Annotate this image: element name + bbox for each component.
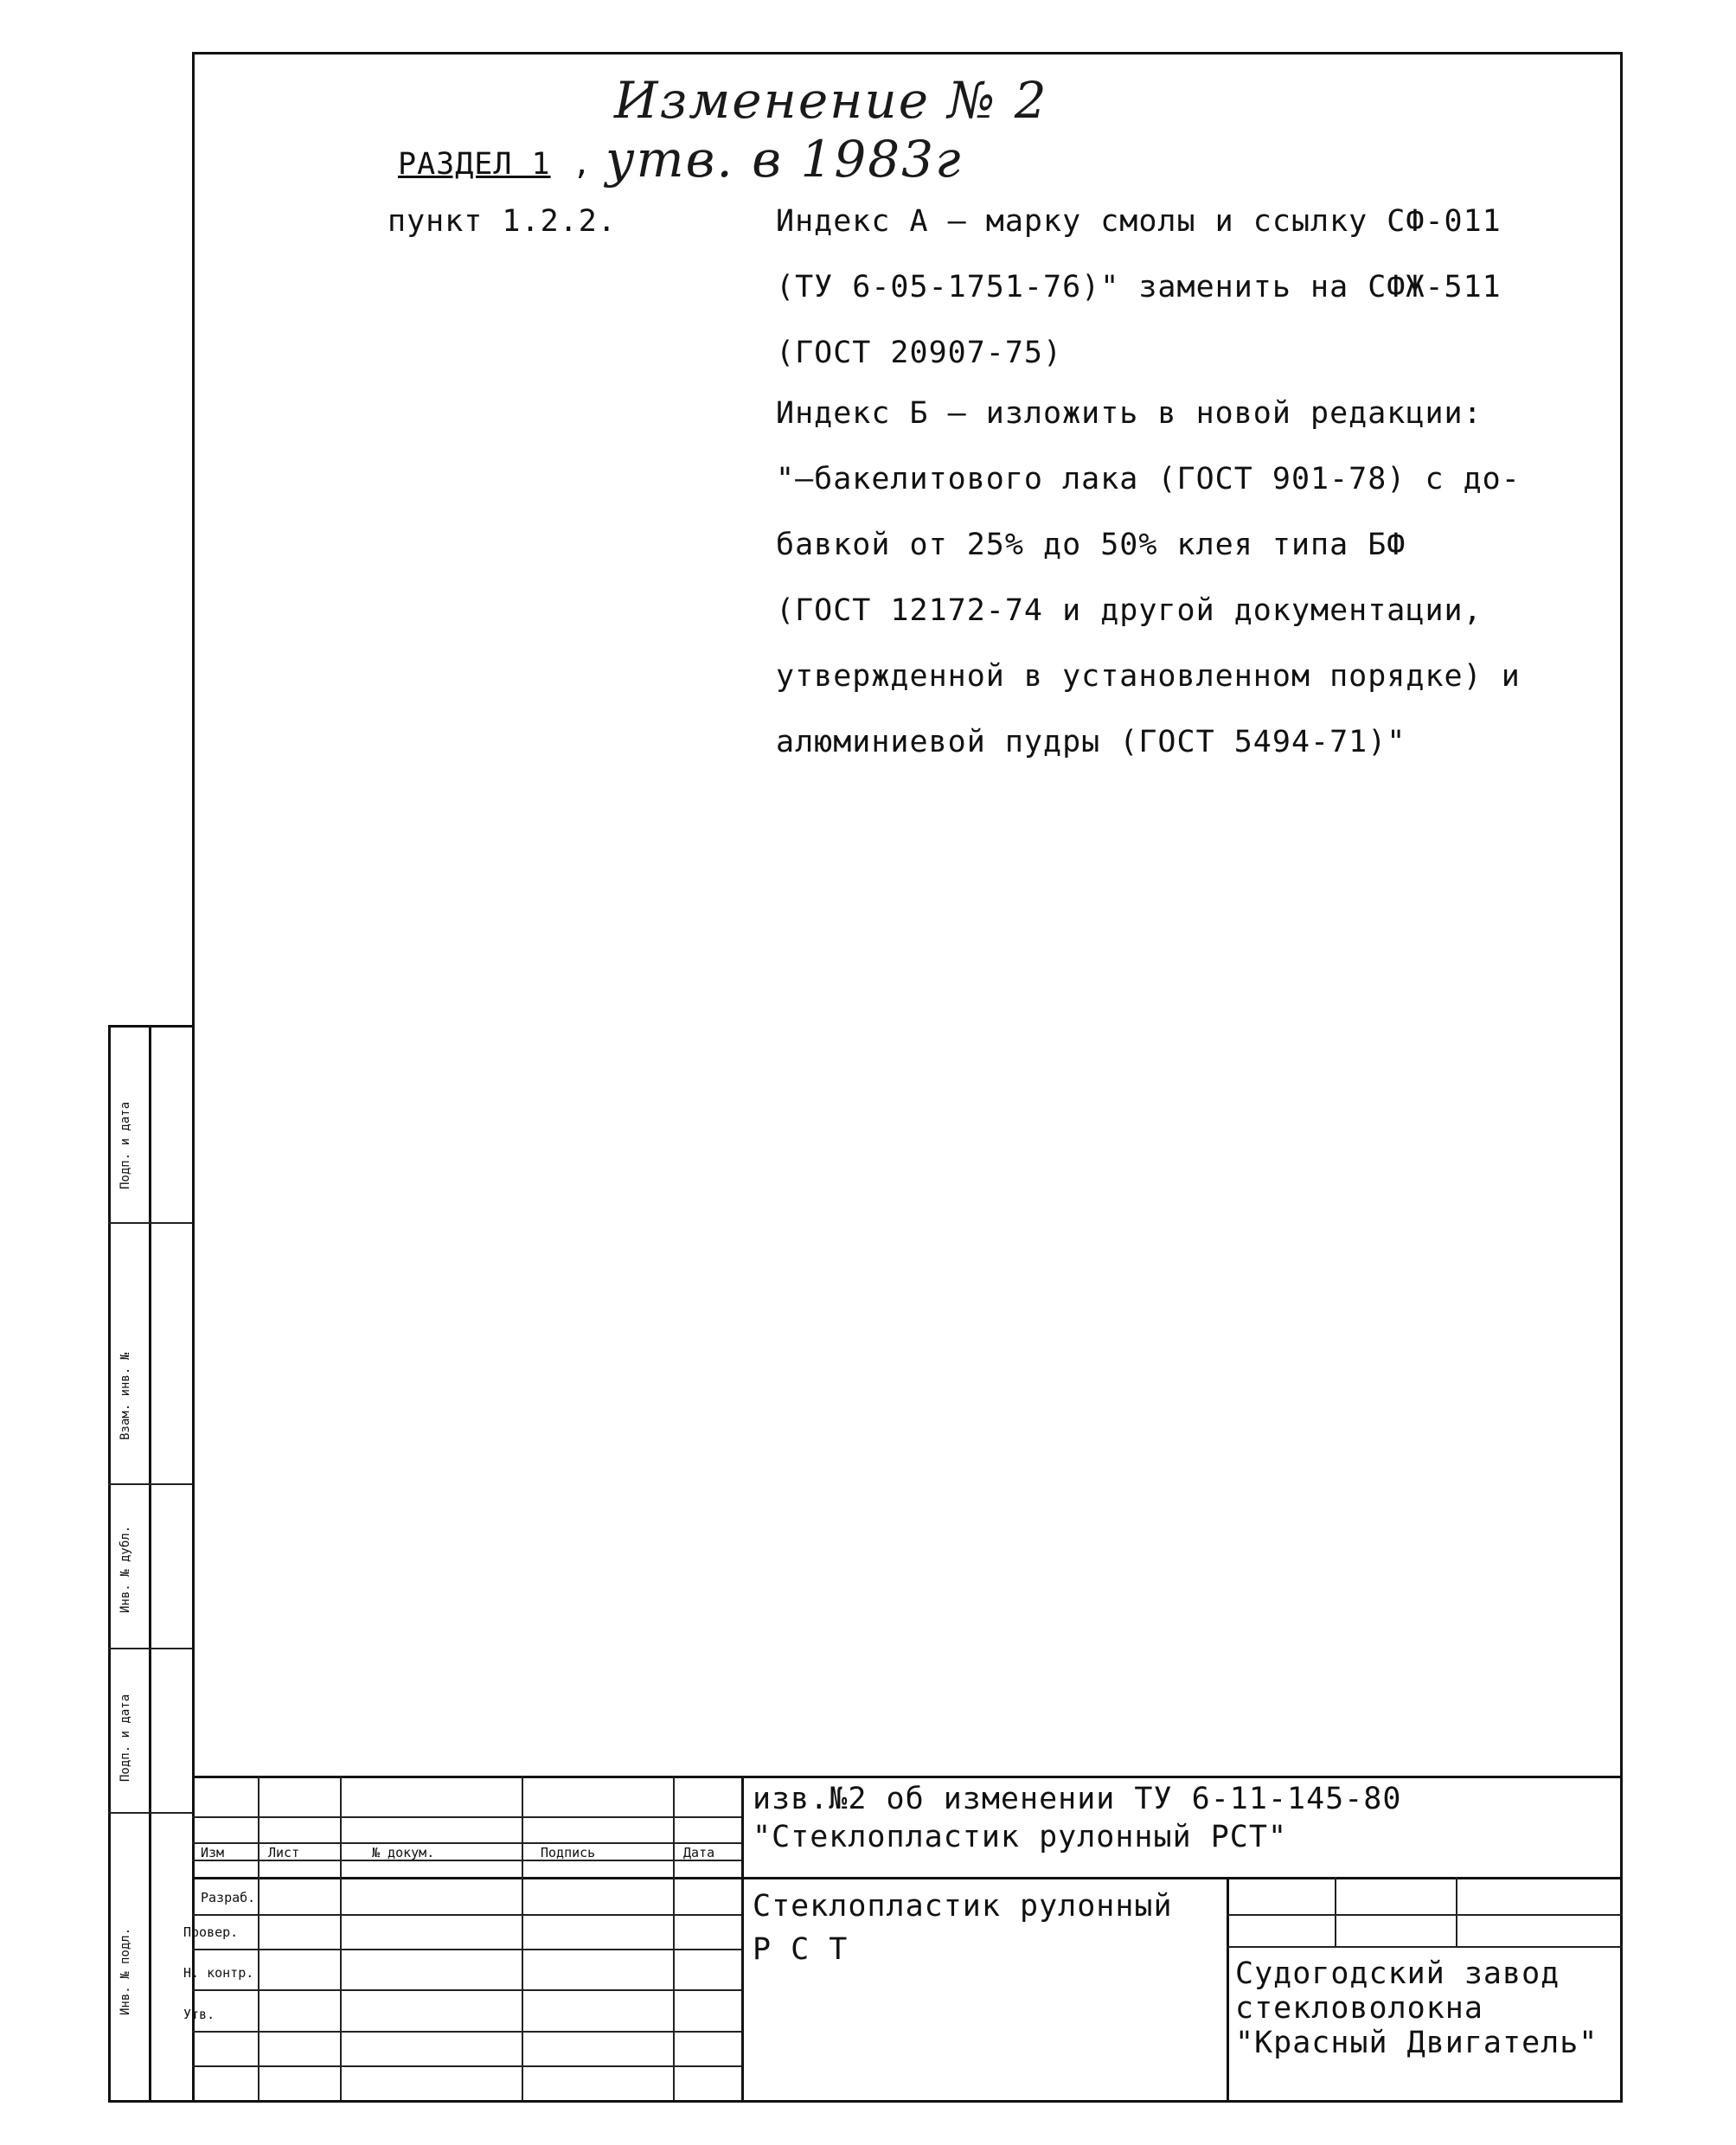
grid-col xyxy=(340,1776,342,2100)
organization-line: стекловолокна xyxy=(1235,1991,1483,2026)
frame-top xyxy=(192,52,1623,54)
side-stamp-label: Подп. и дата xyxy=(119,1101,132,1189)
grid-row xyxy=(192,1914,741,1916)
grid-row xyxy=(192,2065,741,2067)
col-header-list: Лист xyxy=(268,1845,300,1860)
col-header-sign: Подпись xyxy=(541,1845,596,1860)
organization xyxy=(1235,1956,1598,2060)
paragraph-b-line: (ГОСТ 12172-74 и другой документации, xyxy=(776,593,1483,628)
paragraph-a-line: (ГОСТ 20907-75) xyxy=(776,336,1063,370)
title-block-mid xyxy=(192,1877,1623,1879)
col-header-date: Дата xyxy=(683,1845,715,1860)
sheet-cell-row xyxy=(1227,1946,1623,1948)
role-label: Провер. xyxy=(183,1924,239,1940)
section-label: РАЗДЕЛ 1 xyxy=(398,147,551,182)
paragraph-b-line: Индекс Б – изложить в новой редакции: xyxy=(776,396,1483,431)
grid-row xyxy=(192,1949,741,1950)
grid-row xyxy=(192,1816,741,1818)
title-block-top xyxy=(192,1776,1623,1778)
product-name: Стеклопластик рулонный xyxy=(753,1889,1173,1924)
paragraph-b-line: бавкой от 25% до 50% клея типа БФ xyxy=(776,528,1406,562)
side-stamp-sep xyxy=(108,1483,192,1485)
grid-row xyxy=(192,1842,741,1844)
grid-col xyxy=(258,1776,259,2100)
role-label: Н. контр. xyxy=(183,1965,254,1981)
handwritten-change-title: Изменение № 2 xyxy=(614,71,1048,130)
side-stamp-sep xyxy=(108,1222,192,1224)
side-stamp-label: Инв. № подл. xyxy=(119,1927,132,2015)
frame-right xyxy=(1620,52,1623,2102)
section-comma: , xyxy=(573,147,593,182)
grid-col xyxy=(522,1776,523,2100)
handwritten-approval-note: утв. в 1983г xyxy=(605,130,963,189)
paragraph-b xyxy=(776,381,1521,775)
title-block-col-divider xyxy=(741,1776,744,2100)
side-stamp-label: Взам. инв. № xyxy=(119,1352,132,1440)
paragraph-b-line: утвержденной в установленном порядке) и xyxy=(776,659,1521,694)
grid-row xyxy=(192,2031,741,2033)
change-notice-line1: изв.№2 об изменении ТУ 6-11-145-80 xyxy=(753,1782,1402,1816)
sheet-cell-row xyxy=(1227,1914,1623,1916)
side-stamp-divider xyxy=(149,1025,151,2102)
product-code: Р С Т xyxy=(753,1932,849,1967)
sheet-cell-divider xyxy=(1335,1877,1336,1946)
organization-line: "Красный Двигатель" xyxy=(1235,2026,1598,2060)
col-header-izm: Изм xyxy=(201,1845,225,1860)
change-notice-line2: "Стеклопластик рулонный РСТ" xyxy=(753,1820,1288,1854)
sheet-cell-divider xyxy=(1456,1877,1457,1946)
role-label: Утв. xyxy=(183,2007,215,2022)
paragraph-b-line: "–бакелитового лака (ГОСТ 901-78) с до- xyxy=(776,462,1521,496)
side-stamp-label: Подп. и дата xyxy=(119,1694,132,1782)
frame-bottom xyxy=(108,2100,1623,2103)
grid-col xyxy=(673,1776,675,2100)
role-label: Разраб. xyxy=(201,1890,256,1905)
frame-left xyxy=(192,52,195,2102)
organization-line: Судогодский завод xyxy=(1235,1956,1560,1991)
section-item: пункт 1.2.2. xyxy=(388,204,617,239)
paragraph-a-line: Индекс А – марку смолы и ссылку СФ-011 xyxy=(776,204,1502,239)
grid-row xyxy=(192,1989,741,1991)
side-stamp-sep xyxy=(108,1812,192,1814)
side-stamp-outer-left xyxy=(108,1025,111,2102)
paragraph-b-line: алюминиевой пудры (ГОСТ 5494-71)" xyxy=(776,725,1406,759)
paragraph-a xyxy=(776,189,1502,386)
side-stamp-top xyxy=(108,1025,192,1028)
side-stamp-sep xyxy=(108,1648,192,1649)
title-block-org-divider xyxy=(1227,1877,1229,2100)
paragraph-a-line: (ТУ 6-05-1751-76)" заменить на СФЖ-511 xyxy=(776,270,1502,304)
col-header-doc: № докум. xyxy=(372,1845,435,1860)
side-stamp-label: Инв. № дубл. xyxy=(119,1525,132,1613)
